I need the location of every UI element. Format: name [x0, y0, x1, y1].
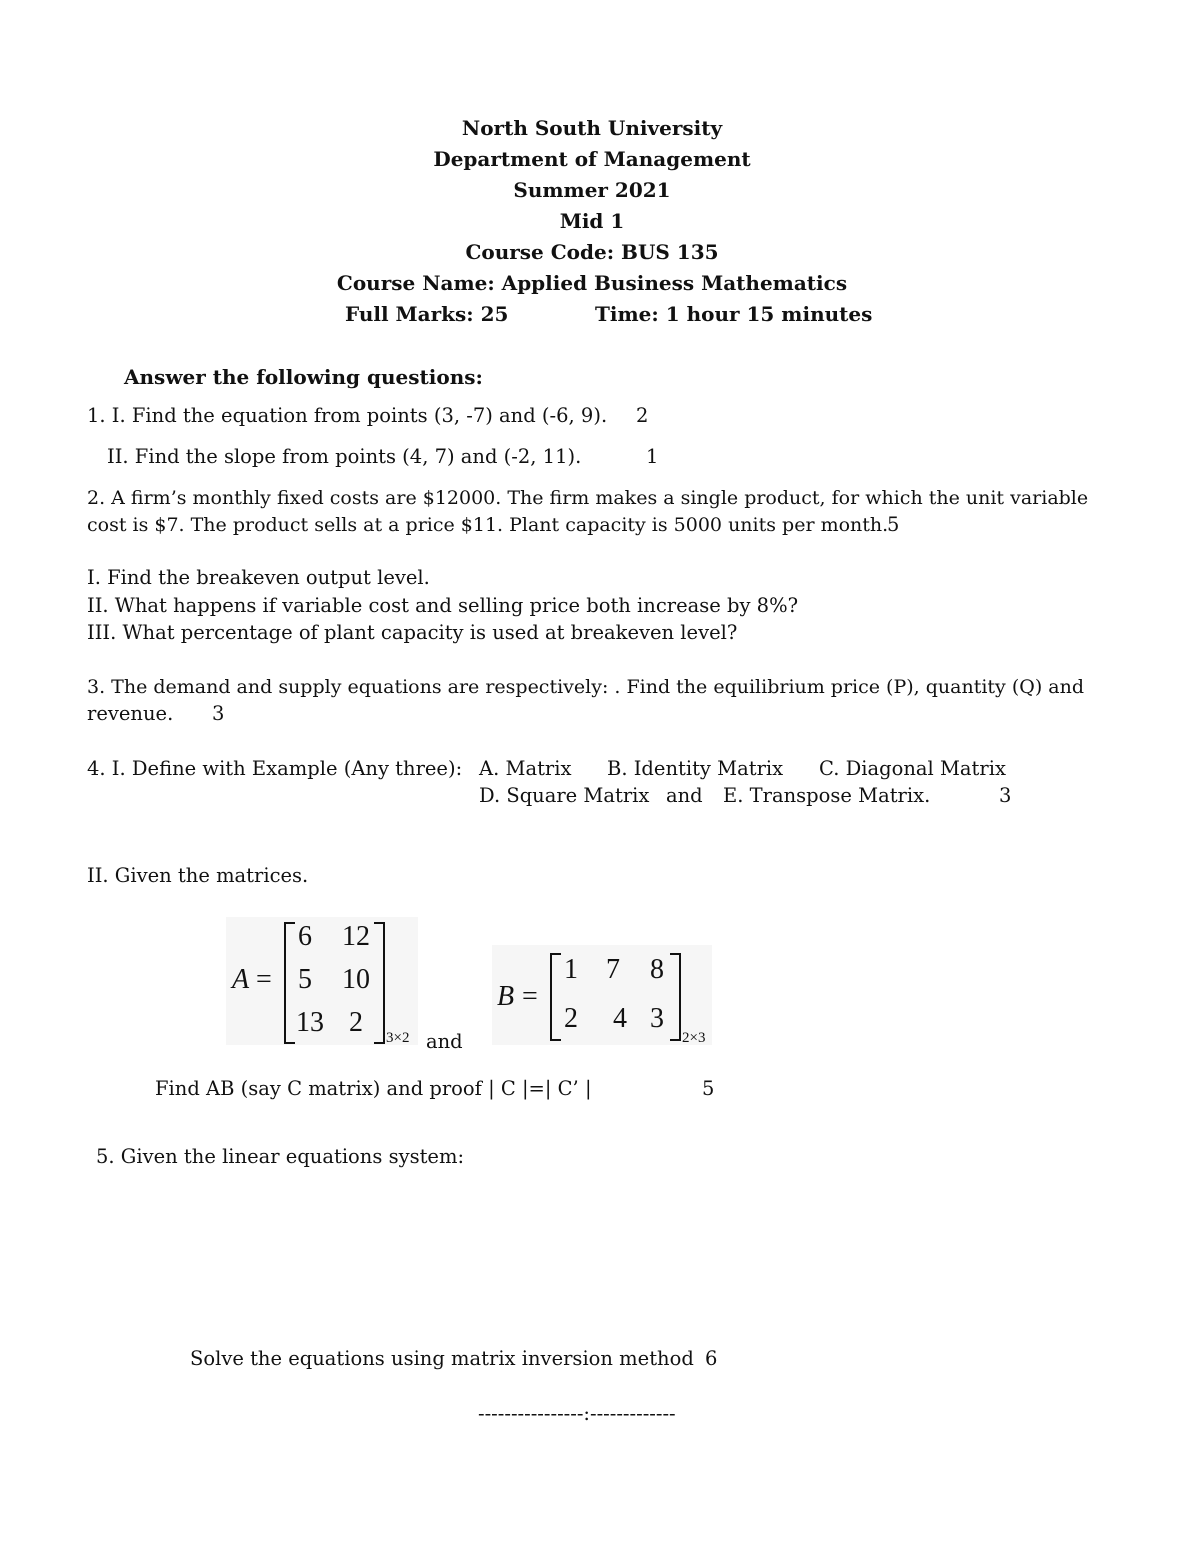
- q4-option-d: D. Square Matrix: [479, 784, 650, 807]
- q4-option-e: E. Transpose Matrix.: [723, 784, 931, 807]
- q4-option-a: A. Matrix: [479, 757, 572, 780]
- q2-sub3: III. What percentage of plant capacity is used at breakeven level?: [87, 621, 738, 644]
- q1-part2-text: II. Find the slope from points (4, 7) and (-2, 11).: [107, 445, 582, 468]
- matrix-b-cell: 1: [564, 954, 578, 985]
- matrix-a-label: A: [232, 964, 250, 995]
- university-name: North South University: [461, 116, 723, 140]
- matrix-b-cell: 8: [650, 954, 664, 985]
- q4-part2-intro: II. Given the matrices.: [87, 864, 309, 887]
- q2-line2: cost is $7. The product sells at a price $11. Plant capacity is 5000 units per month.: [87, 514, 889, 536]
- exam-time: Time: 1 hour 15 minutes: [595, 302, 873, 326]
- matrix-a-cell: 13: [296, 1007, 324, 1038]
- q4-part1-marks: 3: [999, 784, 1012, 807]
- q3-line2: revenue.: [87, 702, 174, 725]
- end-of-paper-line: ----------------:-------------: [478, 1402, 676, 1425]
- matrix-b-label: B: [497, 981, 515, 1012]
- instructions-heading: Answer the following questions:: [124, 365, 483, 389]
- q2-sub1: I. Find the breakeven output level.: [87, 566, 430, 589]
- course-name: Course Name: Applied Business Mathematics: [336, 271, 848, 295]
- q3-marks: 3: [212, 702, 225, 725]
- matrix-b-cell: 7: [606, 954, 620, 985]
- matrix-a-cell: 5: [298, 964, 312, 995]
- q5-marks: 6: [705, 1347, 718, 1370]
- q4-option-b: B. Identity Matrix: [607, 757, 784, 780]
- matrix-a-dimension: 3×2: [386, 1030, 410, 1046]
- q2-marks: 5: [887, 513, 900, 536]
- q4-task: Find AB (say C matrix) and proof | C |=| C’ |: [155, 1077, 592, 1100]
- matrix-a-equals: =: [256, 964, 272, 995]
- matrix-b-dimension: 2×3: [682, 1030, 706, 1046]
- q5-intro: 5. Given the linear equations system:: [96, 1145, 465, 1168]
- q1-part2-marks: 1: [646, 445, 659, 468]
- matrices-and-word: and: [426, 1030, 463, 1053]
- q1-part1-text: 1. I. Find the equation from points (3, -7) and (-6, 9).: [87, 404, 608, 427]
- q5-task: Solve the equations using matrix inversion method: [190, 1347, 694, 1370]
- department-name: Department of Management: [433, 147, 751, 171]
- matrix-b-equals: =: [522, 981, 538, 1012]
- matrix-a-cell: 12: [342, 921, 370, 952]
- matrix-b-cell: 2: [564, 1003, 578, 1034]
- matrix-b-cell: 4: [613, 1003, 627, 1034]
- course-code: Course Code: BUS 135: [465, 240, 719, 264]
- matrix-b-cell: 3: [650, 1003, 664, 1034]
- q4-option-c: C. Diagonal Matrix: [819, 757, 1006, 780]
- q2-sub2: II. What happens if variable cost and selling price both increase by 8%?: [87, 594, 799, 617]
- q4-task-marks: 5: [702, 1077, 715, 1100]
- q4-and-word: and: [666, 784, 703, 807]
- q4-part1-prefix: 4. I. Define with Example (Any three):: [87, 757, 463, 780]
- matrix-a-cell: 2: [349, 1007, 363, 1038]
- semester: Summer 2021: [513, 178, 671, 202]
- q3-line1: 3. The demand and supply equations are respectively: . Find the equilibrium price (P), quantity (Q) and: [87, 676, 1084, 698]
- exam-name: Mid 1: [559, 209, 625, 233]
- matrix-a-cell: 6: [298, 921, 312, 952]
- matrix-a-cell: 10: [342, 964, 370, 995]
- q2-line1: 2. A firm’s monthly fixed costs are $12000. The firm makes a single product, for which the unit variable: [87, 487, 1089, 509]
- full-marks: Full Marks: 25: [345, 302, 509, 326]
- q1-part1-marks: 2: [636, 404, 649, 427]
